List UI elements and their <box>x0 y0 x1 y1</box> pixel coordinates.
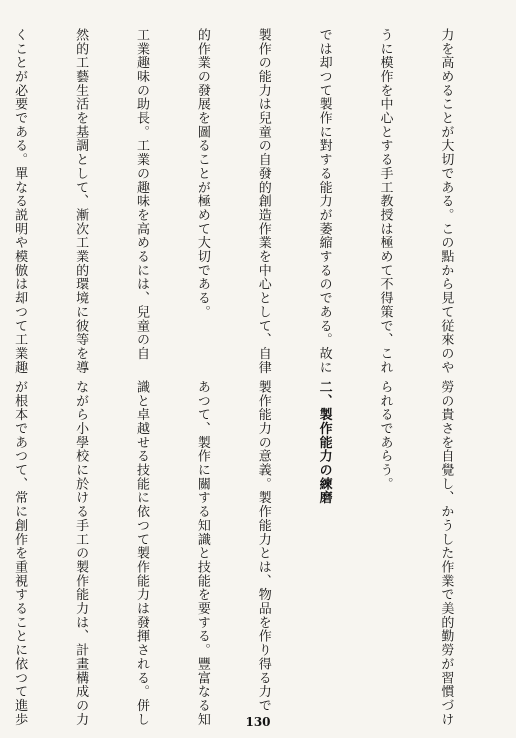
upper-text-block <box>0 28 496 375</box>
text-line: あつて、製作に關する知識と技能を要する。豐富なる知 <box>194 380 210 727</box>
text-line: うに模作を中心とする手工教授は極めて不得策で、これ <box>377 28 393 375</box>
text-line: 力を高めることが大切である。この點から見て従來のや <box>438 28 454 375</box>
text-line: 製作能力の意義。製作能力とは、物品を作り得る力で <box>255 380 271 713</box>
text-line: 然的工藝生活を基調として、漸次工業的環境に彼等を導 <box>73 28 89 375</box>
text-line: られるであらう。 <box>377 380 393 491</box>
text-line: では却つて製作に對する能力が萎縮するのである。故に <box>316 28 332 375</box>
page-number: 130 <box>245 715 271 729</box>
text-line: 的作業の發展を圖ることが極めて大切である。 <box>194 28 210 319</box>
text-line: くことが必要である。單なる説明や模倣は却つて工業趣 <box>12 28 28 375</box>
text-line: 工業趣味の助長。工業の趣味を高めるには、兒童の自 <box>133 28 149 361</box>
text-line: が根本であつて、常に創作を重視することに依つて進歩 <box>12 380 28 727</box>
text-line: 製作の能力は兒童の自發的創造作業を中心として、自律 <box>255 28 271 375</box>
section-heading: 二、製作能力の練磨 <box>316 380 332 505</box>
text-line: 勞の貴さを自覺し、かうした作業で美的勤勞が習慣づけ <box>438 380 454 727</box>
text-line: ながら小學校に於ける手工の製作能力は、計畫構成の力 <box>73 380 89 727</box>
text-line: 識と卓越せる技能に依つて製作能力は發揮される。併し <box>133 380 149 727</box>
